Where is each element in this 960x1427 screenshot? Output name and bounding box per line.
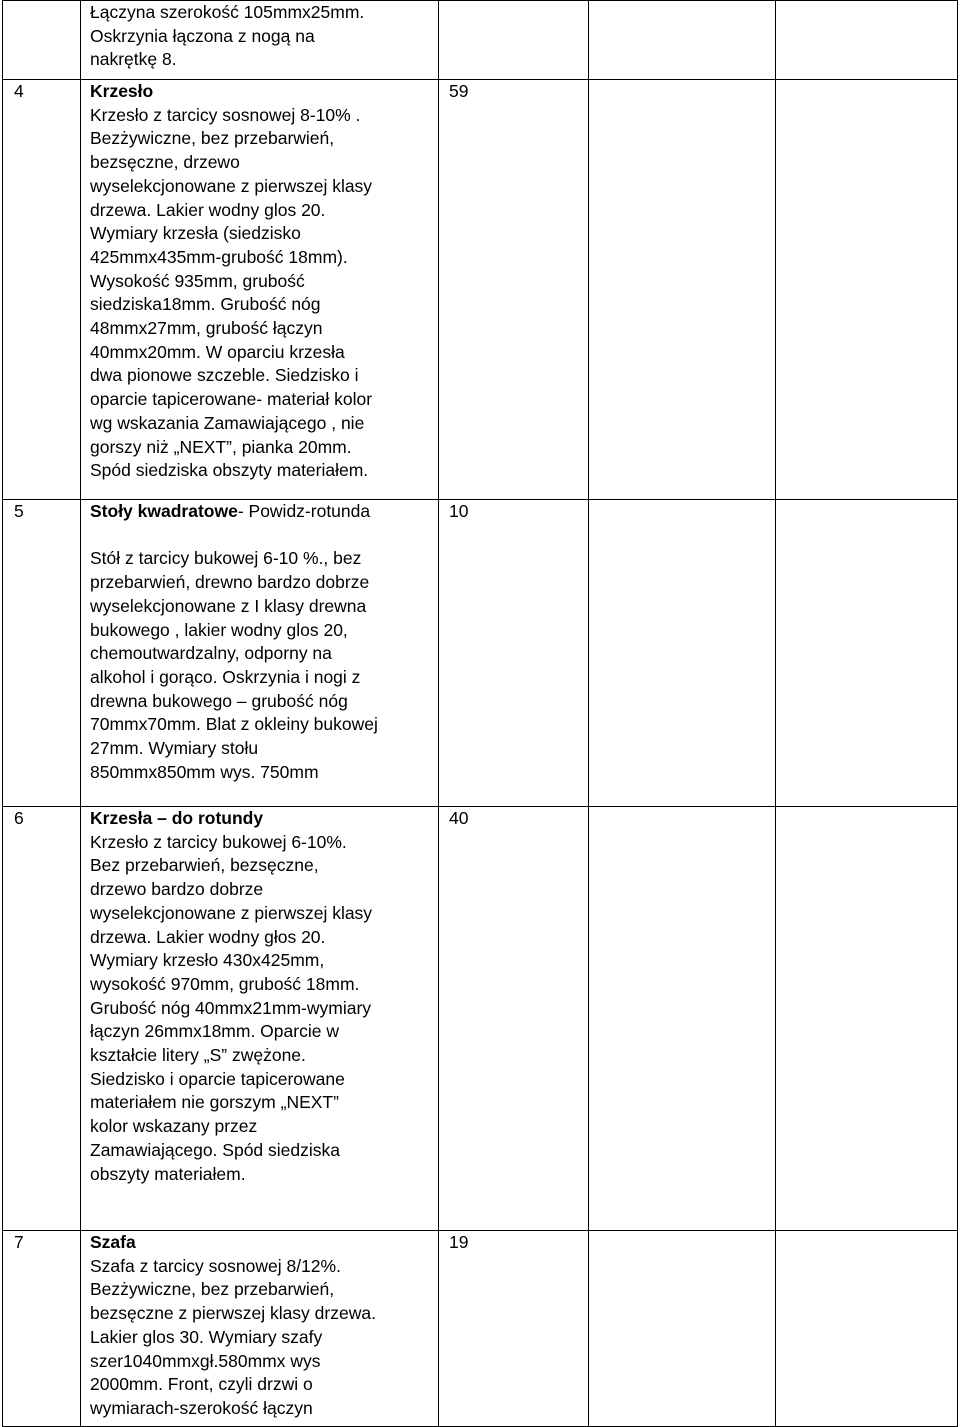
description-line: wymiarach-szerokość łączyn bbox=[90, 1397, 313, 1418]
item-description-cell bbox=[81, 1, 439, 80]
item-title: Stoły kwadratowe bbox=[90, 501, 238, 521]
description-line: oparcie tapicerowane- materiał kolor bbox=[90, 389, 373, 410]
description-line: alkohol i gorąco. Oskrzynia i nogi z bbox=[90, 666, 361, 687]
quantity-cell bbox=[439, 1, 589, 80]
description-line: 27mm. Wymiary stołu bbox=[90, 738, 259, 759]
description-lines bbox=[90, 104, 434, 483]
table-row bbox=[3, 1, 958, 80]
description-line: obszyty materiałem. bbox=[90, 1163, 246, 1184]
row-number-cell: 7 bbox=[3, 1231, 81, 1427]
empty-cell bbox=[776, 1, 958, 80]
description-line: drzewo bardzo dobrze bbox=[90, 879, 264, 900]
description-lines bbox=[90, 1, 434, 72]
description-line: Siedzisko i oparcie tapicerowane bbox=[90, 1068, 345, 1089]
description-line: Krzesło z tarcicy bukowej 6-10%. bbox=[90, 831, 347, 852]
description-line: Krzesło z tarcicy sosnowej 8-10% . bbox=[90, 104, 361, 125]
row-number-cell: 4 bbox=[3, 80, 81, 500]
description-line: kształcie litery „S” zwężone. bbox=[90, 1045, 306, 1066]
description-line: materiałem nie gorszym „NEXT” bbox=[90, 1092, 339, 1113]
description-line: Lakier glos 30. Wymiary szafy bbox=[90, 1326, 323, 1347]
description-line: bezsęczne z pierwszej klasy drzewa. bbox=[90, 1303, 376, 1324]
item-description-cell bbox=[81, 1231, 439, 1427]
description-line: drewna bukowego – grubość nóg bbox=[90, 690, 348, 711]
description-line: siedziska18mm. Grubość nóg bbox=[90, 294, 321, 315]
description-line: 48mmx27mm, grubość łączyn bbox=[90, 318, 323, 339]
empty-cell bbox=[776, 80, 958, 500]
description-line: wyselekcjonowane z I klasy drewna bbox=[90, 595, 367, 616]
table-row bbox=[3, 500, 958, 807]
empty-cell bbox=[589, 500, 776, 807]
empty-cell bbox=[776, 1231, 958, 1427]
description-line: 850mmx850mm wys. 750mm bbox=[90, 761, 319, 782]
description-line: Szafa z tarcicy sosnowej 8/12%. bbox=[90, 1255, 341, 1276]
description-line: Wysokość 935mm, grubość bbox=[90, 270, 305, 291]
quantity-cell: 59 bbox=[439, 80, 589, 500]
table-row bbox=[3, 807, 958, 1231]
description-line: Zamawiającego. Spód siedziska bbox=[90, 1139, 340, 1160]
item-description-cell bbox=[81, 500, 439, 807]
row-number-cell bbox=[3, 1, 81, 80]
description-line: Grubość nóg 40mmx21mm-wymiary bbox=[90, 997, 372, 1018]
description-line: drzewa. Lakier wodny głos 20. bbox=[90, 926, 326, 947]
description-line: łączyn 26mmx18mm. Oparcie w bbox=[90, 1021, 339, 1042]
description-line: 40mmx20mm. W oparciu krzesła bbox=[90, 341, 345, 362]
table-row bbox=[3, 1231, 958, 1427]
description-line: chemoutwardzalny, odporny na bbox=[90, 643, 332, 664]
description-line: szer1040mmxgł.580mmx wys bbox=[90, 1350, 321, 1371]
item-description-cell bbox=[81, 80, 439, 500]
row-number-cell: 6 bbox=[3, 807, 81, 1231]
description-line: Łączyna szerokość 105mmx25mm. bbox=[90, 2, 365, 22]
description-line: przebarwień, drewno bardzo dobrze bbox=[90, 572, 370, 593]
description-line: gorszy niż „NEXT”, pianka 20mm. bbox=[90, 436, 352, 457]
item-title-suffix: - Powidz-rotunda bbox=[237, 501, 371, 521]
description-line: Bezżywiczne, bez przebarwień, bbox=[90, 128, 335, 149]
description-line: 425mmx435mm-grubość 18mm). bbox=[90, 246, 348, 267]
empty-cell bbox=[589, 80, 776, 500]
empty-cell bbox=[776, 500, 958, 807]
description-line: nakrętkę 8. bbox=[90, 49, 177, 70]
item-title: Krzesło bbox=[90, 81, 154, 101]
empty-cell bbox=[776, 807, 958, 1231]
description-line: Oskrzynia łączona z nogą na bbox=[90, 25, 315, 46]
description-line: Wymiary krzesło 430x425mm, bbox=[90, 950, 325, 971]
description-lines bbox=[90, 831, 434, 1187]
description-line: wg wskazania Zamawiającego , nie bbox=[90, 412, 365, 433]
description-line: drzewa. Lakier wodny glos 20. bbox=[90, 199, 326, 220]
item-title: Szafa bbox=[90, 1232, 136, 1252]
description-lines bbox=[90, 547, 434, 784]
description-line: kolor wskazany przez bbox=[90, 1116, 258, 1137]
quantity-cell: 10 bbox=[439, 500, 589, 807]
description-line: bukowego , lakier wodny glos 20, bbox=[90, 619, 348, 640]
row-number-cell: 5 bbox=[3, 500, 81, 807]
empty-cell bbox=[589, 807, 776, 1231]
item-title-line bbox=[90, 500, 434, 524]
quantity-cell: 40 bbox=[439, 807, 589, 1231]
description-line: wysokość 970mm, grubość 18mm. bbox=[90, 973, 360, 994]
description-line: 2000mm. Front, czyli drzwi o bbox=[90, 1374, 313, 1395]
description-line: bezsęczne, drzewo bbox=[90, 152, 240, 173]
quantity-cell: 19 bbox=[439, 1231, 589, 1427]
specification-table bbox=[2, 0, 958, 1427]
description-line: 70mmx70mm. Blat z okleiny bukowej bbox=[90, 714, 378, 735]
empty-cell bbox=[589, 1231, 776, 1427]
spacer bbox=[90, 524, 434, 548]
table-row bbox=[3, 80, 958, 500]
description-line: wyselekcjonowane z pierwszej klasy bbox=[90, 902, 373, 923]
description-line: Spód siedziska obszyty materiałem. bbox=[90, 460, 369, 481]
item-description-cell bbox=[81, 807, 439, 1231]
item-title: Krzesła – do rotundy bbox=[90, 808, 264, 828]
description-line: Bez przebarwień, bezsęczne, bbox=[90, 855, 319, 876]
description-line: wyselekcjonowane z pierwszej klasy bbox=[90, 175, 373, 196]
description-line: Bezżywiczne, bez przebarwień, bbox=[90, 1279, 335, 1300]
description-lines bbox=[90, 1255, 434, 1421]
description-line: Stół z tarcicy bukowej 6-10 %., bez bbox=[90, 548, 362, 569]
description-line: dwa pionowe szczeble. Siedzisko i bbox=[90, 365, 359, 386]
empty-cell bbox=[589, 1, 776, 80]
description-line: Wymiary krzesła (siedzisko bbox=[90, 223, 301, 244]
